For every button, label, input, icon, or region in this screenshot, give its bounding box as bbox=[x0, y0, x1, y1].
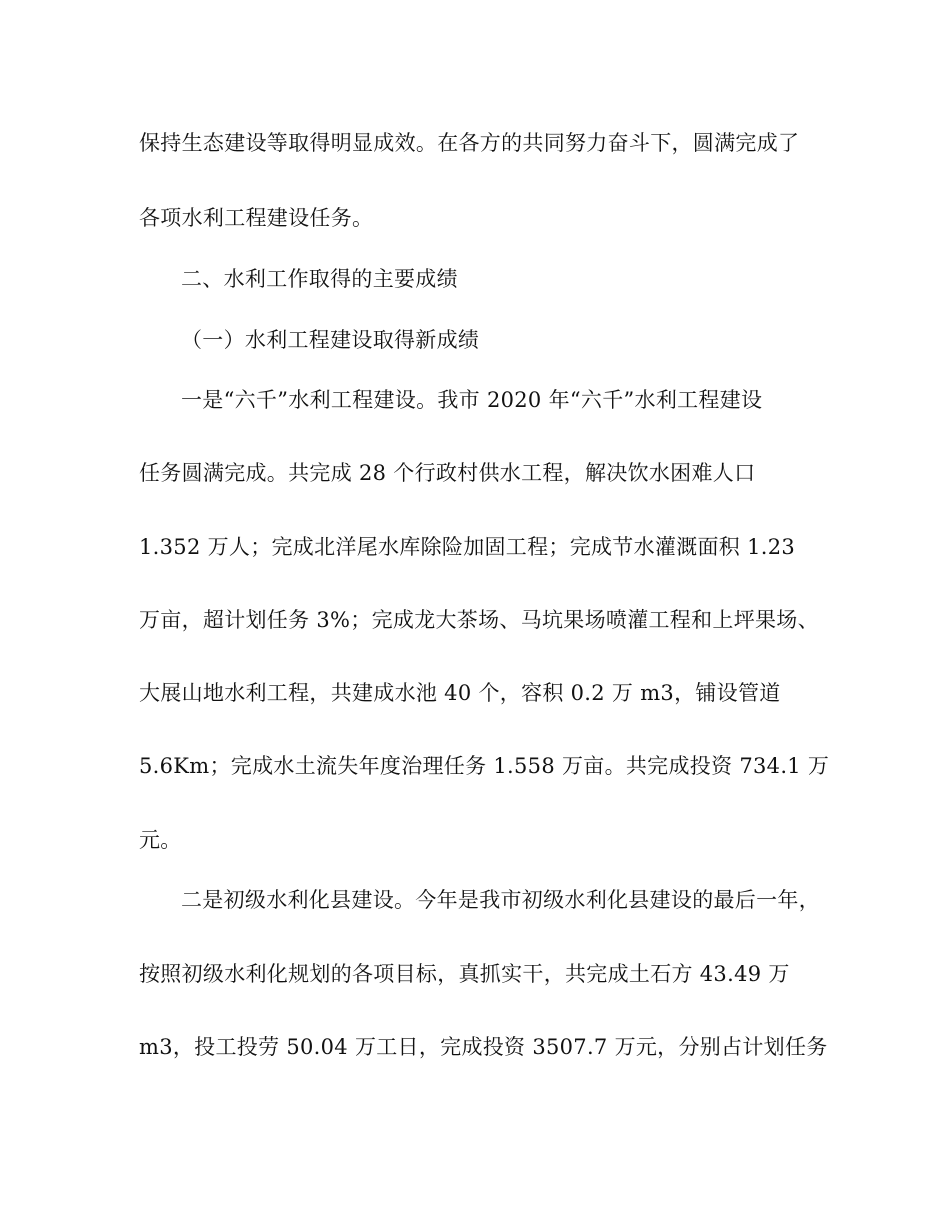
paragraph-line: m3，投工投劳 50.04 万工日，完成投资 3507.7 万元，分别占计划任务 bbox=[139, 1035, 828, 1059]
paragraph-line: 各项水利工程建设任务。 bbox=[139, 206, 374, 230]
paragraph-line: 1.352 万人；完成北洋尾水库除险加固工程；完成节水灌溉面积 1.23 bbox=[139, 535, 796, 559]
paragraph-line: 二是初级水利化县建设。今年是我市初级水利化县建设的最后一年， bbox=[181, 888, 820, 912]
paragraph-line: 元。 bbox=[139, 828, 182, 852]
paragraph-line: 一是“六千”水利工程建设。我市 2020 年“六千”水利工程建设 bbox=[181, 388, 763, 412]
paragraph-line: 万亩，超计划任务 3%；完成龙大茶场、马坑果场喷灌工程和上坪果场、 bbox=[139, 608, 819, 632]
paragraph-line: 保持生态建设等取得明显成效。在各方的共同努力奋斗下，圆满完成了 bbox=[139, 131, 800, 155]
paragraph-line: 5.6Km；完成水土流失年度治理任务 1.558 万亩。共完成投资 734.1 万 bbox=[139, 754, 830, 778]
paragraph-line: 按照初级水利化规划的各项目标，真抓实干，共完成土石方 43.49 万 bbox=[139, 962, 790, 986]
paragraph-line: 大展山地水利工程，共建成水池 40 个，容积 0.2 万 m3，铺设管道 bbox=[139, 681, 781, 705]
subsection-heading: （一）水利工程建设取得新成绩 bbox=[181, 328, 480, 352]
section-heading: 二、水利工作取得的主要成绩 bbox=[181, 267, 458, 291]
paragraph-line: 任务圆满完成。共完成 28 个行政村供水工程，解决饮水困难人口 bbox=[139, 461, 756, 485]
